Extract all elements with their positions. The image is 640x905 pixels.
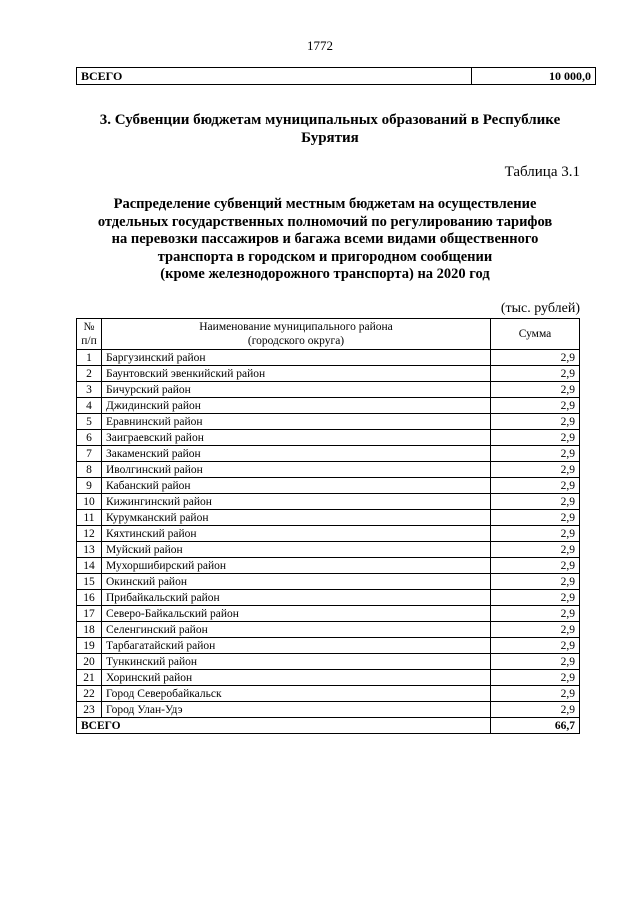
table-total-row: [77, 718, 580, 734]
table-row: [77, 654, 580, 670]
table-row: [77, 494, 580, 510]
row-sum: 2,9: [491, 622, 580, 638]
distribution-title-line: отдельных государственных полномочий по регулированию тарифов: [97, 213, 553, 230]
row-num: 16: [77, 590, 102, 606]
row-num: 13: [77, 542, 102, 558]
row-sum: 2,9: [491, 686, 580, 702]
row-num: 21: [77, 670, 102, 686]
row-sum: 2,9: [491, 350, 580, 366]
row-name: Город Северобайкальск: [102, 686, 491, 702]
row-sum: 2,9: [491, 478, 580, 494]
table-row: [77, 510, 580, 526]
row-num: 7: [77, 446, 102, 462]
row-sum: 2,9: [491, 654, 580, 670]
table-row: [77, 574, 580, 590]
table-row: [77, 462, 580, 478]
table-row: [77, 478, 580, 494]
distribution-table: [76, 318, 580, 734]
row-name: Баргузинский район: [102, 350, 491, 366]
row-num: 23: [77, 702, 102, 718]
row-name: Тункинский район: [102, 654, 491, 670]
row-num: 15: [77, 574, 102, 590]
row-sum: 2,9: [491, 382, 580, 398]
total-label: ВСЕГО: [77, 718, 491, 734]
table-row: [77, 382, 580, 398]
header-num: [77, 319, 102, 350]
row-sum: 2,9: [491, 702, 580, 718]
table-row: [77, 606, 580, 622]
table-row: [77, 622, 580, 638]
row-sum: 2,9: [491, 558, 580, 574]
row-sum: 2,9: [491, 574, 580, 590]
total-value: 66,7: [491, 718, 580, 734]
row-name: Селенгинский район: [102, 622, 491, 638]
row-name: Иволгинский район: [102, 462, 491, 478]
row-sum: 2,9: [491, 670, 580, 686]
top-total-label: ВСЕГО: [77, 68, 472, 85]
table-row: [77, 558, 580, 574]
row-name: Баунтовский эвенкийский район: [102, 366, 491, 382]
top-total-value: 10 000,0: [472, 68, 596, 85]
table-label: Таблица 3.1: [504, 164, 580, 180]
row-num: 18: [77, 622, 102, 638]
row-num: 12: [77, 526, 102, 542]
row-name: Муйский район: [102, 542, 491, 558]
row-sum: 2,9: [491, 446, 580, 462]
row-sum: 2,9: [491, 494, 580, 510]
row-name: Закаменский район: [102, 446, 491, 462]
row-num: 4: [77, 398, 102, 414]
table-row: [77, 398, 580, 414]
header-name-line1: Наименование муниципального района: [199, 321, 393, 333]
table-row: [77, 350, 580, 366]
row-sum: 2,9: [491, 526, 580, 542]
table-row: [77, 542, 580, 558]
row-name: Кабанский район: [102, 478, 491, 494]
header-name: [102, 319, 491, 350]
row-num: 2: [77, 366, 102, 382]
row-sum: 2,9: [491, 398, 580, 414]
table-row: [77, 366, 580, 382]
header-sum: Сумма: [491, 319, 580, 350]
table-row: [77, 414, 580, 430]
row-sum: 2,9: [491, 606, 580, 622]
distribution-title-line: (кроме железнодорожного транспорта) на 2020 год: [160, 266, 490, 283]
row-name: Курумканский район: [102, 510, 491, 526]
row-name: Джидинский район: [102, 398, 491, 414]
section-title: 3. Субвенции бюджетам муниципальных образований в Республике Бурятия: [99, 112, 561, 146]
row-name: Тарбагатайский район: [102, 638, 491, 654]
header-name-line2: (городского округа): [247, 335, 345, 347]
distribution-title-line: Распределение субвенций местным бюджетам на осуществление: [113, 196, 537, 212]
row-name: Кижингинский район: [102, 494, 491, 510]
units-label: (тыс. рублей): [500, 301, 580, 316]
table-row: [77, 526, 580, 542]
row-name: Мухоршибирский район: [102, 558, 491, 574]
row-num: 20: [77, 654, 102, 670]
row-sum: 2,9: [491, 462, 580, 478]
row-num: 11: [77, 510, 102, 526]
table-row: [77, 686, 580, 702]
row-num: 9: [77, 478, 102, 494]
row-num: 14: [77, 558, 102, 574]
row-name: Еравнинский район: [102, 414, 491, 430]
table-row: [77, 702, 580, 718]
row-sum: 2,9: [491, 414, 580, 430]
row-name: Бичурский район: [102, 382, 491, 398]
top-total-table: [76, 67, 596, 85]
header-num-line1: №: [83, 321, 95, 333]
row-num: 17: [77, 606, 102, 622]
row-name: Прибайкальский район: [102, 590, 491, 606]
row-name: Северо-Байкальский район: [102, 606, 491, 622]
row-name: Кяхтинский район: [102, 526, 491, 542]
table-row: [77, 590, 580, 606]
row-sum: 2,9: [491, 542, 580, 558]
row-num: 5: [77, 414, 102, 430]
distribution-title-line: транспорта в городском и пригородном сообщении: [157, 248, 493, 265]
table-row: [77, 670, 580, 686]
row-sum: 2,9: [491, 366, 580, 382]
table-row: [77, 638, 580, 654]
distribution-title-line: на перевозки пассажиров и багажа всеми видами общественного: [111, 231, 539, 248]
row-name: Город Улан-Удэ: [102, 702, 491, 718]
row-num: 1: [77, 350, 102, 366]
top-total-row: [77, 68, 596, 85]
row-name: Окинский район: [102, 574, 491, 590]
row-num: 8: [77, 462, 102, 478]
row-num: 6: [77, 430, 102, 446]
page-number: 1772: [307, 38, 333, 53]
row-num: 22: [77, 686, 102, 702]
distribution-title: [70, 196, 580, 284]
row-sum: 2,9: [491, 430, 580, 446]
table-row: [77, 430, 580, 446]
row-sum: 2,9: [491, 638, 580, 654]
row-num: 10: [77, 494, 102, 510]
row-sum: 2,9: [491, 590, 580, 606]
row-sum: 2,9: [491, 510, 580, 526]
row-name: Заиграевский район: [102, 430, 491, 446]
row-name: Хоринский район: [102, 670, 491, 686]
table-header-row: [77, 319, 580, 350]
row-num: 19: [77, 638, 102, 654]
header-num-line2: п/п: [81, 335, 97, 347]
row-num: 3: [77, 382, 102, 398]
table-row: [77, 446, 580, 462]
